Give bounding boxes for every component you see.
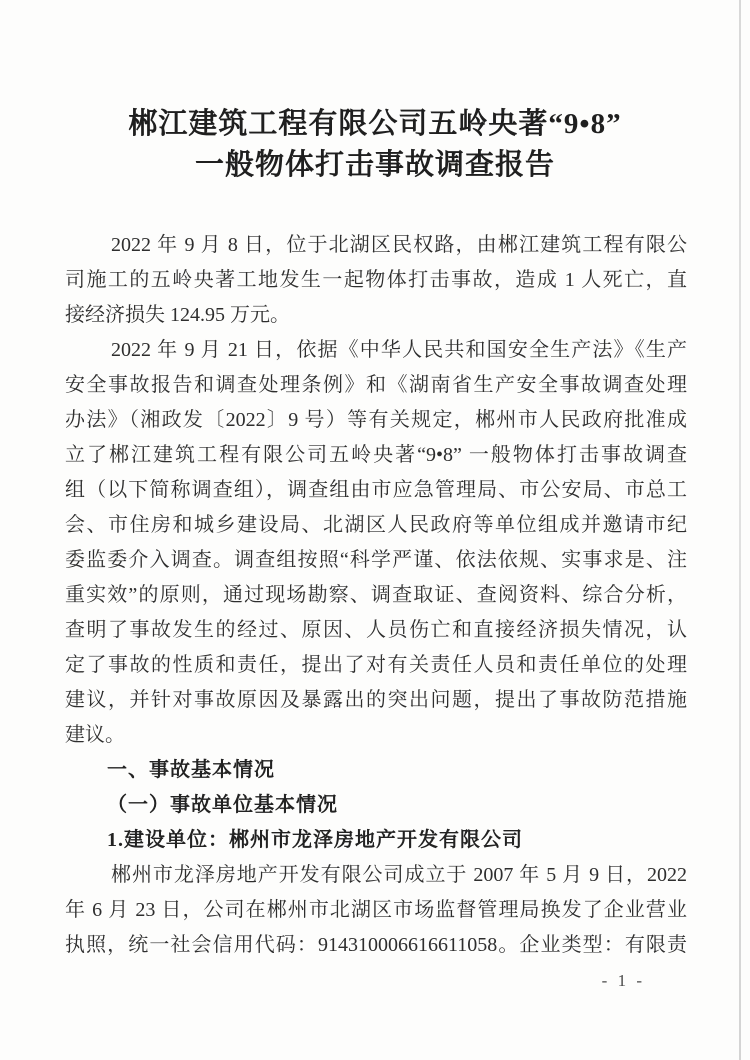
paragraph-line: 2022 年 9 月 21 日，依据《中华人民共和国安全生产法》《生产 xyxy=(111,339,687,361)
paragraph-line: 委监委介入调查。调查组按照“科学严谨、依法依规、实事求是、注 xyxy=(65,549,687,571)
document-title-line1: 郴江建筑工程有限公司五岭央著“9•8” xyxy=(128,108,622,140)
paragraph-line: 司施工的五岭央著工地发生一起物体打击事故，造成 1 人死亡，直 xyxy=(65,269,687,291)
section-heading: 1.建设单位：郴州市龙泽房地产开发有限公司 xyxy=(107,829,523,851)
paragraph-line: 定了事故的性质和责任，提出了对有关责任人员和责任单位的处理 xyxy=(65,654,687,676)
scan-edge-line xyxy=(739,0,741,1060)
page-number: - 1 - xyxy=(601,971,645,990)
paragraph-line: 执照，统一社会信用代码：914310006616611058。企业类型：有限责 xyxy=(65,934,687,956)
paragraph-line: 安全事故报告和调查处理条例》和《湖南省生产安全事故调查处理 xyxy=(65,374,687,396)
document-body xyxy=(0,228,750,963)
paragraph-line: 2022 年 9 月 8 日，位于北湖区民权路，由郴江建筑工程有限公 xyxy=(111,234,687,256)
paragraph-line: 年 6 月 23 日，公司在郴州市北湖区市场监督管理局换发了企业营业 xyxy=(65,899,687,921)
paragraph-line: 办法》（湘政发〔2022〕9 号）等有关规定，郴州市人民政府批准成 xyxy=(65,409,687,431)
paragraph-line: 会、市住房和城乡建设局、北湖区人民政府等单位组成并邀请市纪 xyxy=(65,514,687,536)
paragraph-line: 查明了事故发生的经过、原因、人员伤亡和直接经济损失情况，认 xyxy=(65,619,687,641)
paragraph-line: 接经济损失 124.95 万元。 xyxy=(65,304,290,326)
document-title xyxy=(0,0,750,186)
section-heading: 一、事故基本情况 xyxy=(107,759,275,781)
document-title-line2: 一般物体打击事故调查报告 xyxy=(194,149,555,181)
paragraph-line: 组（以下简称调查组），调查组由市应急管理局、市公安局、市总工 xyxy=(65,479,687,501)
paragraph-line: 建议。 xyxy=(65,724,125,746)
paragraph-line: 立了郴江建筑工程有限公司五岭央著“9•8” 一般物体打击事故调查 xyxy=(65,444,687,466)
paragraph-line: 重实效”的原则，通过现场勘察、调查取证、查阅资料、综合分析， xyxy=(65,584,687,606)
paragraph-line: 郴州市龙泽房地产开发有限公司成立于 2007 年 5 月 9 日，2022 xyxy=(111,864,687,886)
paragraph-line: 建议，并针对事故原因及暴露出的突出问题，提出了事故防范措施 xyxy=(65,689,687,711)
section-heading: （一）事故单位基本情况 xyxy=(107,794,338,816)
